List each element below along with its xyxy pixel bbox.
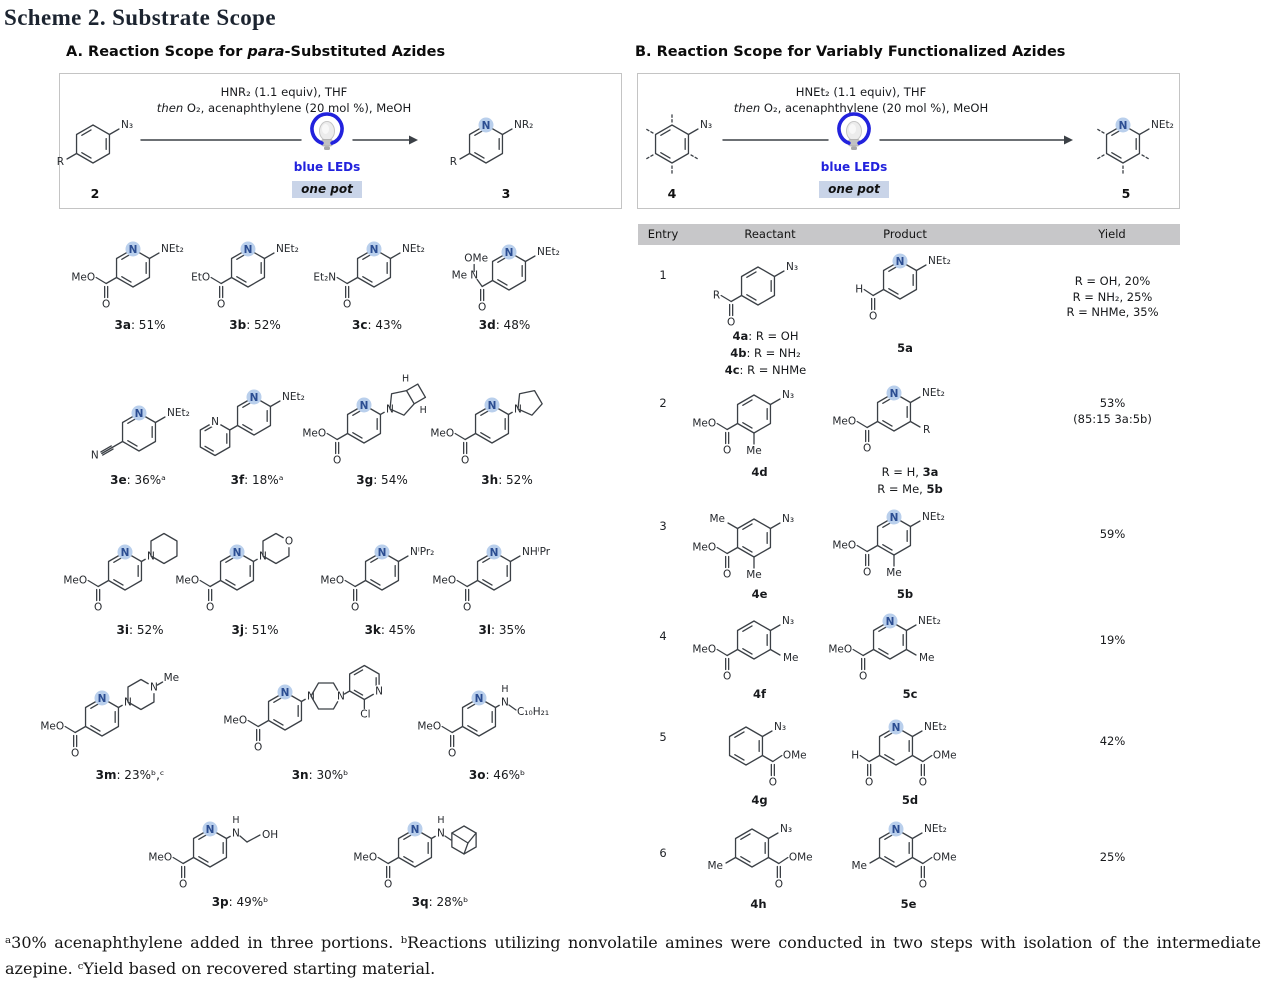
compound-3c [312,235,442,332]
svg-text:H: H [232,815,240,826]
caption-reactant-row-5: 4g [751,793,768,807]
compound-caption-3d: 3d: 48% [478,318,531,332]
svg-text:MeO: MeO [692,541,717,554]
svg-text:NEt₂: NEt₂ [1150,119,1174,131]
svg-text:O: O [774,878,783,891]
svg-text:Me: Me [851,860,868,872]
reaction-arrow [141,132,418,148]
entry-number-6: 6 [659,846,667,860]
svg-text:O: O [869,310,878,323]
svg-text:O: O [206,601,215,614]
caption-reactant-row-1: 4a: R = OH [732,329,799,343]
svg-text:OMe: OMe [932,749,957,762]
svg-text:N: N [307,690,315,703]
compound-caption-3n: 3n: 30%ᵇ [291,768,349,782]
svg-text:N: N [249,391,259,404]
svg-text:MeO: MeO [832,415,857,428]
one-pot-badge-b: one pot [819,181,889,198]
svg-text:N: N [895,255,905,268]
svg-text:NEt₂: NEt₂ [917,615,941,627]
svg-text:Me: Me [886,567,902,579]
svg-text:H: H [419,404,427,416]
reaction-arrow [723,132,1073,148]
caption-product-row-6: 5e [900,897,917,911]
entry-number-3: 3 [659,519,667,533]
svg-text:N: N [134,407,144,420]
structure-compound-3a [71,235,205,318]
structure-product-row-1 [830,248,980,340]
svg-text:N: N [337,690,345,703]
svg-text:MeO: MeO [353,851,378,864]
reactant-number-a: 2 [90,186,100,201]
svg-text:Et₂N: Et₂N [313,271,337,284]
svg-text:R: R [922,424,931,436]
svg-text:N: N [147,550,155,563]
compound-caption-3m: 3m: 23%ᵇ,ᶜ [95,768,165,782]
col-header-yield: Yield [1098,227,1126,241]
svg-text:NEt₂: NEt₂ [921,511,945,523]
svg-text:C₁₀H₂₁: C₁₀H₂₁ [516,706,550,718]
svg-text:Me: Me [451,269,468,282]
yield-line: 53% [1099,396,1126,410]
scheme-product-structure [1078,98,1178,184]
svg-text:MeO: MeO [692,643,717,656]
svg-text:OMe: OMe [782,749,807,762]
col-header-product: Product [883,227,927,241]
svg-text:O: O [217,298,226,311]
svg-text:Me: Me [918,652,935,664]
svg-text:Me: Me [709,513,726,525]
svg-text:O: O [918,878,927,891]
svg-text:N: N [232,827,240,840]
svg-text:MeO: MeO [223,714,248,727]
caption-product-row-2: R = Me, 5b [877,482,943,496]
svg-text:O: O [768,776,777,789]
structure-reactant-row-5 [682,712,837,792]
svg-text:MeO: MeO [417,720,442,733]
svg-text:O: O [463,601,472,614]
scheme-title: Scheme 2. Substrate Scope [4,5,276,30]
caption-product-row-5: 5d [901,793,919,807]
product-number-a: 3 [501,186,511,201]
svg-text:O: O [102,298,111,311]
entry-number-5: 5 [659,730,667,744]
yield-line: R = NHMe, 35% [1066,305,1159,319]
svg-text:MeO: MeO [71,271,96,284]
svg-text:N: N [891,721,901,734]
svg-text:N: N [889,511,899,524]
svg-text:MeO: MeO [148,851,173,864]
one-pot-wrap-b [784,178,924,198]
reactant-row-4 [682,612,837,703]
svg-text:Me: Me [163,672,180,684]
svg-text:N: N [280,686,290,699]
yield-line: R = OH, 20% [1074,274,1151,288]
structure-product-row-4 [830,612,990,686]
compound-caption-3q: 3q: 28%ᵇ [411,895,469,909]
svg-text:OMe: OMe [464,252,489,265]
col-header-reactant: Reactant [744,227,796,241]
svg-text:O: O [918,776,927,789]
svg-text:MeO: MeO [430,427,455,440]
svg-text:O: O [865,776,874,789]
svg-text:NR₂: NR₂ [513,119,534,131]
reactant-row-3 [682,498,837,603]
svg-text:O: O [723,568,732,581]
compound-caption-3p: 3p: 49%ᵇ [211,895,269,909]
svg-text:N₃: N₃ [773,721,787,733]
svg-text:N: N [369,243,379,256]
yield-row-6 [1020,850,1205,866]
svg-text:O: O [384,878,393,891]
compound-caption-3e: 3e: 36%ᵃ [110,473,166,487]
structure-reactant-row-4 [682,612,837,686]
structure-compound-3n [185,655,455,768]
svg-text:H: H [855,283,864,296]
compound-caption-3l: 3l: 35% [478,623,526,637]
yield-line: R = NH₂, 25% [1072,289,1153,304]
lightbulb-icon [832,110,876,156]
compound-3b [190,235,320,332]
structure-product-row-6 [816,812,1001,896]
svg-text:OMe: OMe [932,851,957,864]
compound-3h [432,360,582,487]
entry-number-2: 2 [659,396,667,410]
reactant-number-b: 4 [667,186,677,201]
caption-reactant-row-1: 4b: R = NH₂ [730,346,801,360]
svg-text:MeO: MeO [828,643,853,656]
compound-3l [432,505,572,637]
entry-number-4: 4 [659,629,667,643]
svg-text:NEt₂: NEt₂ [927,255,951,267]
compound-caption-3g: 3g: 54% [356,473,408,487]
svg-text:N: N [514,403,522,416]
structure-compound-3b [190,235,320,318]
compound-3q [345,798,535,909]
structure-compound-3e [73,360,203,473]
svg-text:MeO: MeO [692,417,717,430]
one-pot-badge-a: one pot [292,181,362,198]
panel-a-header: A. Reaction Scope for para-Substituted Azides [66,44,446,60]
svg-text:N: N [487,399,497,412]
yield-row-4 [1020,633,1205,649]
svg-text:H: H [401,373,410,385]
structure-compound-3o [417,655,577,768]
svg-text:N: N [232,546,242,559]
svg-text:N₃: N₃ [781,513,795,525]
svg-text:O: O [179,878,188,891]
svg-text:N: N [211,416,219,429]
compound-3j [175,505,335,637]
svg-text:N₃: N₃ [781,615,795,627]
product-row-6 [816,812,1001,913]
reactant-row-2 [682,380,837,481]
structure-product-row-5 [820,712,1000,792]
svg-text:H: H [437,815,445,826]
svg-text:N: N [90,449,99,462]
svg-text:Me: Me [746,569,762,581]
entry-number-1: 1 [659,268,667,282]
caption-product-row-3: 5b [896,587,914,601]
svg-text:NEt₂: NEt₂ [923,721,947,733]
caption-reactant-row-1: 4c: R = NHMe [724,363,807,377]
svg-text:MeO: MeO [832,539,857,552]
svg-text:N: N [359,399,369,412]
svg-text:OMe: OMe [788,851,813,864]
svg-text:N: N [97,692,107,705]
svg-text:NEt₂: NEt₂ [921,387,945,399]
svg-text:MeO: MeO [302,427,327,440]
svg-text:Cl: Cl [360,708,371,721]
product-row-4 [830,612,990,703]
svg-text:O: O [448,747,457,760]
svg-text:N: N [150,681,158,694]
compound-3o [417,655,577,782]
svg-text:R: R [712,289,721,302]
structure-compound-3d [427,235,582,318]
svg-text:NHⁱPr: NHⁱPr [521,546,551,558]
svg-text:N: N [377,546,387,559]
svg-text:N₃: N₃ [785,261,799,273]
svg-text:N: N [504,246,514,259]
caption-reactant-row-2: 4d [751,465,768,479]
svg-text:N: N [470,269,479,282]
footnote: ᵃ30% acenaphthylene added in three portions. ᵇReactions utilizing nonvolatile amines were conducted in two steps with isolation of the intermediate azepine. ᶜYield based on recovered starting material. [5,933,1261,979]
compound-caption-3a: 3a: 51% [114,318,166,332]
svg-text:NEt₂: NEt₂ [166,407,190,419]
svg-text:O: O [333,454,342,467]
compound-caption-3h: 3h: 52% [481,473,533,487]
svg-text:O: O [343,298,352,311]
compound-3a [71,235,205,332]
svg-text:N₃: N₃ [699,119,713,131]
reactant-row-5 [682,712,837,809]
structure-compound-3j [175,505,335,623]
svg-text:N: N [410,823,420,836]
compound-caption-3o: 3o: 46%ᵇ [468,768,526,782]
svg-text:N: N [489,546,499,559]
blue-leds-label-a: blue LEDs [293,160,361,174]
svg-text:O: O [351,601,360,614]
caption-reactant-row-4: 4f [752,687,766,701]
structure-reactant-row-2 [682,380,837,464]
svg-text:MeO: MeO [320,574,345,587]
svg-text:NⁱPr₂: NⁱPr₂ [409,546,435,558]
yield-row-3 [1020,527,1205,543]
lightbulb-icon [305,110,349,156]
svg-text:O: O [478,301,487,314]
svg-text:O: O [863,442,872,455]
yield-row-2 [1020,396,1205,427]
svg-text:N₃: N₃ [781,389,795,401]
svg-text:NEt₂: NEt₂ [275,243,299,255]
compound-caption-3c: 3c: 43% [352,318,402,332]
svg-text:O: O [254,741,263,754]
svg-text:MeO: MeO [432,574,457,587]
svg-text:O: O [94,601,103,614]
compound-caption-3f: 3f: 18%ᵃ [230,473,284,487]
svg-text:N: N [501,696,509,709]
svg-text:R: R [449,156,458,168]
reactant-row-1 [688,248,843,379]
svg-text:O: O [723,670,732,683]
structure-compound-3p [135,798,345,895]
reaction-box-b [637,73,1180,209]
yield-line: 59% [1099,527,1126,541]
svg-text:N: N [120,546,130,559]
structure-product-row-2 [830,380,990,464]
svg-text:Me: Me [746,445,762,457]
product-row-1 [830,248,980,357]
svg-text:MeO: MeO [175,574,200,587]
svg-text:O: O [859,670,868,683]
svg-text:N: N [259,550,267,563]
structure-compound-3l [432,505,572,623]
svg-text:O: O [727,316,736,329]
svg-text:O: O [723,444,732,457]
svg-text:NEt₂: NEt₂ [923,823,947,835]
compound-3e [73,360,203,487]
compound-3n [185,655,455,782]
svg-text:R: R [56,156,65,168]
structure-product-row-3 [830,498,980,586]
svg-text:OH: OH [261,829,279,841]
svg-text:N: N [889,387,899,400]
caption-reactant-row-3: 4e [751,587,768,601]
svg-text:NEt₂: NEt₂ [401,243,425,255]
svg-text:N₃: N₃ [120,119,134,131]
scheme-product-structure [440,102,590,182]
svg-text:N: N [375,685,384,698]
yield-row-1 [1020,274,1205,321]
svg-text:Me: Me [707,860,724,872]
svg-text:MeO: MeO [40,720,65,733]
conditions-a: HNR₂ (1.1 equiv), THF then O₂, acenaphthylene (20 mol %), MeOH [156,85,412,115]
caption-product-row-4: 5c [902,687,918,701]
compound-caption-3i: 3i: 52% [116,623,164,637]
compound-caption-3k: 3k: 45% [364,623,416,637]
svg-text:N: N [128,243,138,256]
structure-compound-3h [432,360,582,473]
svg-text:N: N [891,823,901,836]
svg-text:NEt₂: NEt₂ [160,243,184,255]
yield-line: 19% [1099,633,1126,647]
svg-text:O: O [461,454,470,467]
yield-row-5 [1020,734,1205,750]
svg-text:N: N [124,696,132,709]
table-header-bar [638,224,1180,245]
svg-text:N: N [885,615,895,628]
product-number-b: 5 [1121,186,1131,201]
svg-text:N: N [481,119,491,132]
caption-reactant-row-6: 4h [750,897,767,911]
svg-text:N: N [474,692,484,705]
scheme-reactant-structure [640,98,760,184]
svg-text:EtO: EtO [191,271,211,284]
product-row-5 [820,712,1000,809]
compound-caption-3j: 3j: 51% [231,623,279,637]
svg-text:N₃: N₃ [779,823,793,835]
svg-text:N: N [437,827,445,840]
yield-line: (85:15 3a:5b) [1073,411,1152,426]
svg-text:N: N [243,243,253,256]
panel-b-header: B. Reaction Scope for Variably Functionalized Azides [635,44,1066,60]
svg-text:N: N [1118,119,1128,132]
caption-product-row-1: 5a [897,341,913,355]
caption-product-row-2: R = H, 3a [881,465,939,479]
svg-text:O: O [863,566,872,579]
yield-line: 42% [1099,734,1126,748]
structure-compound-3q [345,798,535,895]
reaction-box-a [56,73,622,209]
col-header-entry: Entry [647,227,679,241]
blue-leds-label-b: blue LEDs [820,160,888,174]
structure-compound-3c [312,235,442,318]
yield-line: 25% [1099,850,1126,864]
conditions-b: HNEt₂ (1.1 equiv), THF then O₂, acenaphthylene (20 mol %), MeOH [733,85,989,115]
structure-reactant-row-3 [682,498,837,586]
svg-text:NEt₂: NEt₂ [536,246,560,258]
svg-text:N: N [205,823,215,836]
svg-text:MeO: MeO [63,574,88,587]
svg-text:O: O [71,747,80,760]
svg-text:H: H [851,749,860,762]
svg-text:NEt₂: NEt₂ [281,391,305,403]
structure-reactant-row-1 [688,248,843,328]
compound-3d [427,235,582,332]
compound-3p [135,798,345,909]
compound-caption-3b: 3b: 52% [229,318,281,332]
svg-text:Me: Me [782,652,799,664]
svg-text:O: O [284,535,294,548]
product-row-3 [830,498,980,603]
svg-text:H: H [501,684,509,695]
scheme-reactant-structure [56,102,181,182]
svg-text:N: N [386,403,394,416]
product-row-2 [830,380,990,498]
one-pot-wrap-a [257,178,397,198]
